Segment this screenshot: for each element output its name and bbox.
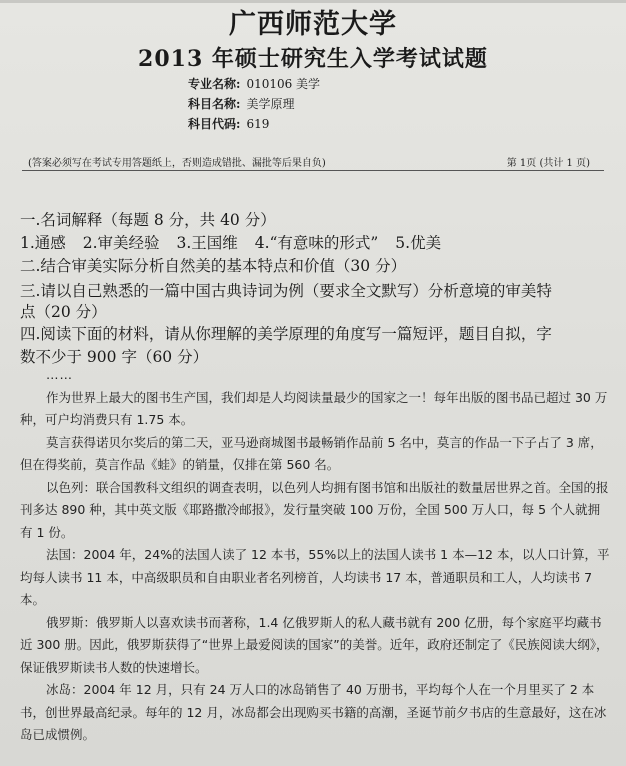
meta-label: 科目名称: — [188, 97, 241, 111]
term-item: 5.优美 — [395, 234, 442, 252]
question-1-items — [20, 231, 453, 253]
material-paragraph: 莫言获得诺贝尔奖后的第二天，亚马逊商城图书最畅销作品前 5 名中，莫言的作品一下子占了 3 席，但在得奖前，莫言作品《蛙》的销量，仅排在第 560 名。 — [20, 434, 603, 472]
question-1-title: 一.名词解释（每题 8 分，共 40 分） — [20, 211, 276, 229]
answer-notice: (答案必须写在考试专用答题纸上，否则造成错批、漏批等后果自负) — [28, 158, 326, 169]
meta-label: 专业名称: — [188, 77, 241, 91]
term-item: 3.王国维 — [176, 234, 238, 252]
material-paragraph: 法国：2004 年，24%的法国人读了 12 本书，55%以上的法国人读书 1 本—12 本，以人口计算，平均每人读书 11 本，中高级职员和自由职业者名列榜首，人均读书 17 本，普通职员和工人，人均读书 7 本。 — [20, 547, 610, 607]
question-2: 二.结合审美实际分析自然美的基本特点和价值（30 分） — [20, 257, 407, 275]
material-paragraph: 冰岛：2004 年 12 月，只有 24 万人口的冰岛销售了 40 万册书，平均每个人在一个月里买了 2 本书，创世界最高纪录。每年的 12 月，冰岛都会出现购买书籍的高潮，圣诞节前夕书店的生意最好，这在冰岛已成惯例。 — [20, 682, 607, 742]
subject-name — [188, 95, 294, 112]
question-3-continued: 点（20 分） — [20, 303, 107, 321]
question-4-continued: 数不少于 900 字（60 分） — [20, 348, 209, 366]
subject-code — [188, 115, 269, 132]
meta-value: 美学原理 — [246, 97, 295, 111]
material-paragraph: 作为世界上最大的图书生产国，我们却是人均阅读量最少的国家之一！每年出版的图书品已超过 30 万种，可户均消费只有 1.75 本。 — [20, 389, 608, 427]
term-item: 2.审美经验 — [82, 234, 160, 252]
material-paragraph: 以色列：联合国教科文组织的调查表明，以色列人均拥有图书馆和出版社的数量居世界之首。全国的报刊多达 890 种，其中英文版《耶路撒冷邮报》，发行量突破 100 万份，全国 500 万人口，每 5 个人就拥有 1 份。 — [20, 479, 609, 540]
exam-title: 2013 年硕士研究生入学考试试题 — [138, 46, 488, 72]
meta-label: 科目代码: — [188, 117, 241, 131]
page-number: 第 1页 (共计 1 页) — [506, 158, 590, 169]
university-name: 广西师范大学 — [229, 9, 397, 40]
question-4: 四.阅读下面的材料，请从你理解的美学原理的角度写一篇短评，题目自拟，字 — [20, 325, 552, 343]
ellipsis: …… — [46, 367, 73, 382]
meta-value: 619 — [246, 117, 270, 131]
notice-row — [22, 148, 604, 171]
term-item: 4.“有意味的形式” — [254, 234, 379, 252]
reading-material — [20, 364, 610, 747]
question-3: 三.请以自己熟悉的一篇中国古典诗词为例（要求全文默写）分析意境的审美特 — [20, 282, 552, 300]
meta-value: 010106 美学 — [246, 77, 321, 91]
term-item: 1.通感 — [20, 234, 66, 252]
material-paragraph: 俄罗斯：俄罗斯人以喜欢读书而著称，1.4 亿俄罗斯人的私人藏书就有 200 亿册，每个家庭平均藏书近 300 册。因此，俄罗斯获得了“世界上最爱阅读的国家”的美誉。近年，政府还制定了《民族阅读大纲》，保证俄罗斯读书人数的快速增长。 — [20, 614, 609, 675]
major-name — [188, 75, 320, 92]
